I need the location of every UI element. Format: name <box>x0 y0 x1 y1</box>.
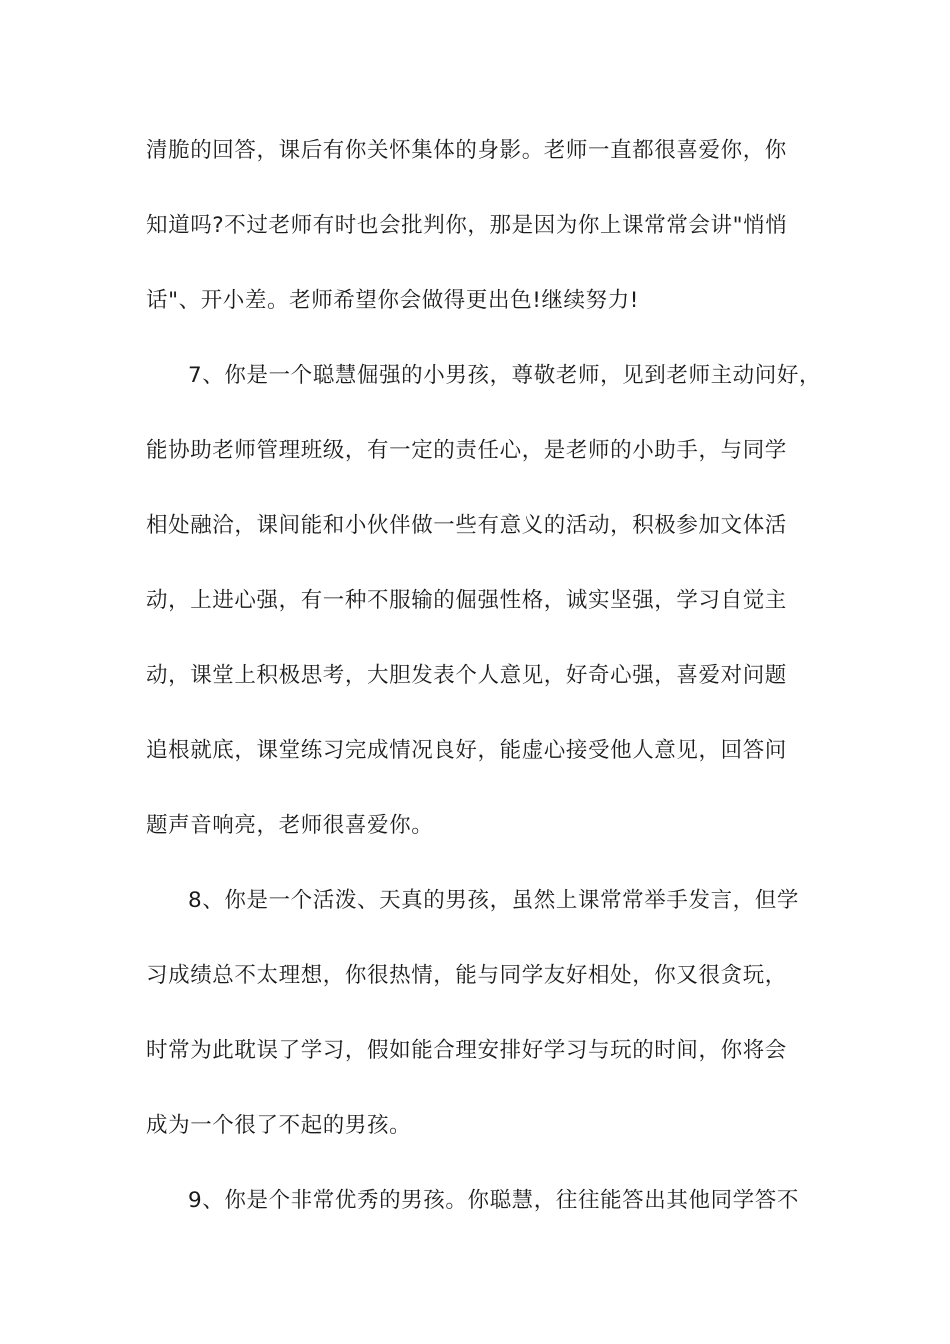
text-line: 话"、开小差。老师希望你会做得更出色!继续努力! <box>146 288 640 313</box>
paragraph-start-line: 9、你是个非常优秀的男孩。你聪慧，往往能答出其他同学答不 <box>188 1188 799 1213</box>
text-line: 追根就底，课堂练习完成情况良好，能虚心接受他人意见，回答问 <box>146 738 787 763</box>
text-line: 能协助老师管理班级，有一定的责任心，是老师的小助手，与同学 <box>146 438 787 463</box>
text-line: 时常为此耽误了学习，假如能合理安排好学习与玩的时间，你将会 <box>146 1038 787 1063</box>
paragraph-start-line: 7、你是一个聪慧倔强的小男孩，尊敬老师，见到老师主动问好， <box>188 363 822 388</box>
text-line: 动，上进心强，有一种不服输的倔强性格，诚实坚强，学习自觉主 <box>146 588 787 613</box>
text-line: 题声音响亮，老师很喜爱你。 <box>146 813 434 838</box>
text-line: 成为一个很了不起的男孩。 <box>146 1113 412 1138</box>
text-line: 清脆的回答，课后有你关怀集体的身影。老师一直都很喜爱你，你 <box>146 138 787 163</box>
text-line: 知道吗?不过老师有时也会批判你，那是因为你上课常常会讲"悄悄 <box>146 213 788 238</box>
text-line: 相处融洽，课间能和小伙伴做一些有意义的活动，积极参加文体活 <box>146 513 787 538</box>
text-line: 习成绩总不太理想，你很热情，能与同学友好相处，你又很贪玩， <box>146 963 787 988</box>
paragraph-start-line: 8、你是一个活泼、天真的男孩，虽然上课常常举手发言，但学 <box>188 888 799 913</box>
text-line: 动，课堂上积极思考，大胆发表个人意见，好奇心强，喜爱对问题 <box>146 663 787 688</box>
